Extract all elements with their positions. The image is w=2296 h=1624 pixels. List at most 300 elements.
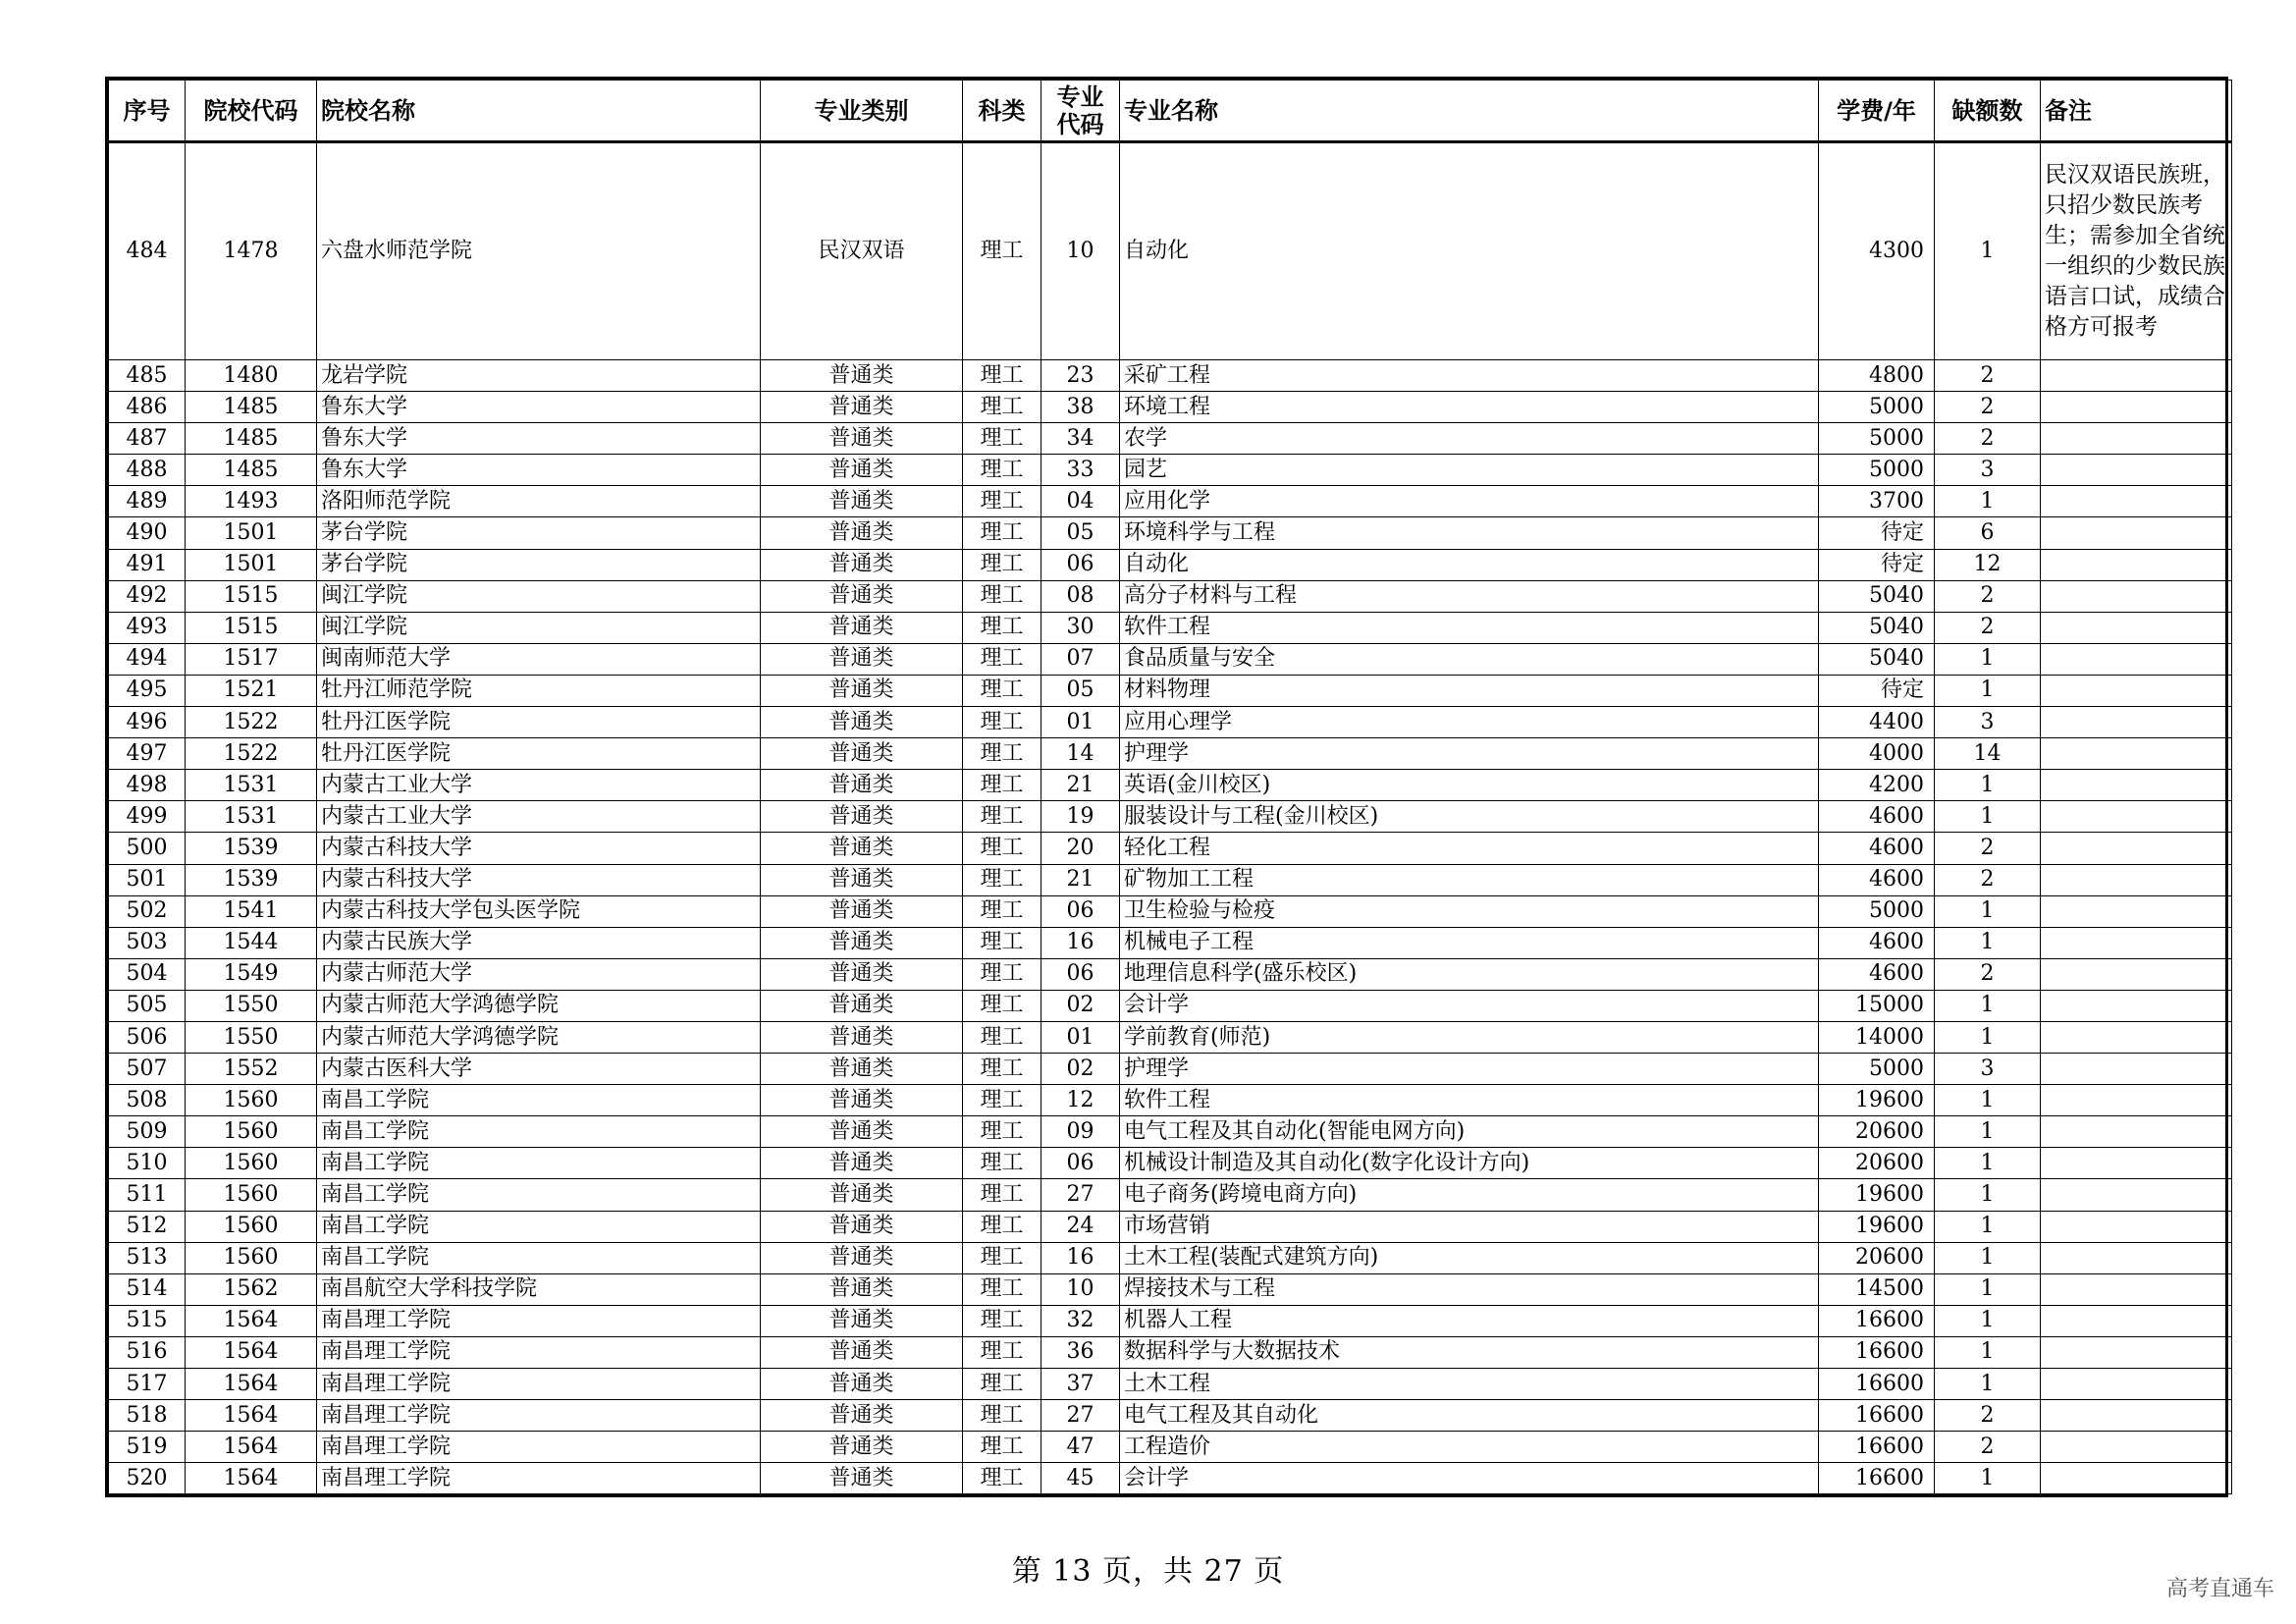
cell-tuition: 5000 [1819,1054,1935,1085]
cell-remark [2041,1054,2232,1085]
cell-seq: 515 [109,1305,186,1336]
cell-subject: 理工 [963,1242,1041,1273]
cell-major-type: 普通类 [761,486,963,517]
table-row [109,895,2232,927]
cell-school-name: 内蒙古工业大学 [317,770,761,801]
cell-seq: 492 [109,580,186,612]
cell-major-code: 32 [1041,1305,1120,1336]
cell-subject: 理工 [963,1336,1041,1368]
cell-remark [2041,1336,2232,1368]
cell-tuition: 5000 [1819,455,1935,486]
cell-remark [2041,1273,2232,1305]
cell-school-code: 1560 [186,1211,317,1242]
table-row [109,990,2232,1021]
cell-tuition: 14500 [1819,1273,1935,1305]
cell-school-code: 1564 [186,1369,317,1400]
cell-remark [2041,1242,2232,1273]
cell-subject: 理工 [963,517,1041,549]
cell-major-name: 食品质量与安全 [1120,643,1819,675]
table-row [109,142,2232,360]
cell-seq: 494 [109,643,186,675]
cell-school-name: 内蒙古师范大学 [317,958,761,990]
cell-seq: 511 [109,1179,186,1211]
cell-tuition: 16600 [1819,1432,1935,1463]
cell-major-type: 普通类 [761,958,963,990]
cell-remark [2041,1116,2232,1148]
cell-major-name: 护理学 [1120,1054,1819,1085]
cell-remark [2041,895,2232,927]
cell-school-code: 1549 [186,958,317,990]
cell-remark [2041,707,2232,738]
table-row [109,1400,2232,1432]
cell-major-name: 英语(金川校区) [1120,770,1819,801]
cell-vacancy: 2 [1935,1432,2041,1463]
cell-tuition: 19600 [1819,1179,1935,1211]
cell-seq: 500 [109,833,186,864]
cell-school-name: 南昌理工学院 [317,1400,761,1432]
cell-subject: 理工 [963,1179,1041,1211]
table-row [109,770,2232,801]
page-footer: 第 13 页，共 27 页 [1011,1554,1285,1589]
cell-major-type: 普通类 [761,455,963,486]
cell-major-type: 普通类 [761,1336,963,1368]
cell-seq: 504 [109,958,186,990]
table-row [109,549,2232,580]
cell-major-type: 普通类 [761,1242,963,1273]
cell-subject: 理工 [963,990,1041,1021]
cell-school-code: 1517 [186,643,317,675]
cell-subject: 理工 [963,392,1041,423]
table-row [109,1116,2232,1148]
cell-major-type: 普通类 [761,1179,963,1211]
cell-school-name: 南昌理工学院 [317,1463,761,1494]
table-row [109,707,2232,738]
cell-school-name: 南昌工学院 [317,1242,761,1273]
cell-major-name: 自动化 [1120,142,1819,360]
cell-school-code: 1531 [186,770,317,801]
cell-major-code: 27 [1041,1179,1120,1211]
cell-vacancy: 14 [1935,738,2041,770]
cell-major-code: 30 [1041,612,1120,643]
table-row [109,392,2232,423]
cell-subject: 理工 [963,455,1041,486]
cell-vacancy: 1 [1935,927,2041,958]
cell-major-code: 01 [1041,707,1120,738]
cell-major-name: 应用化学 [1120,486,1819,517]
cell-school-name: 鲁东大学 [317,455,761,486]
cell-subject: 理工 [963,580,1041,612]
cell-remark [2041,1463,2232,1494]
cell-vacancy: 1 [1935,1463,2041,1494]
cell-subject: 理工 [963,1273,1041,1305]
cell-school-name: 茅台学院 [317,517,761,549]
cell-major-name: 市场营销 [1120,1211,1819,1242]
table-row [109,801,2232,833]
cell-seq: 491 [109,549,186,580]
cell-major-type: 普通类 [761,1432,963,1463]
header-vacancy: 缺额数 [1935,81,2041,142]
cell-school-name: 南昌理工学院 [317,1336,761,1368]
cell-major-type: 普通类 [761,707,963,738]
cell-vacancy: 2 [1935,580,2041,612]
cell-major-code: 06 [1041,958,1120,990]
cell-major-name: 矿物加工工程 [1120,864,1819,895]
table-row [109,1336,2232,1368]
cell-major-code: 07 [1041,643,1120,675]
cell-school-code: 1539 [186,864,317,895]
cell-school-code: 1560 [186,1179,317,1211]
table-row [109,1021,2232,1053]
cell-remark [2041,1148,2232,1179]
cell-subject: 理工 [963,612,1041,643]
cell-seq: 498 [109,770,186,801]
cell-seq: 509 [109,1116,186,1148]
cell-major-name: 学前教育(师范) [1120,1021,1819,1053]
cell-major-code: 01 [1041,1021,1120,1053]
cell-vacancy: 1 [1935,801,2041,833]
cell-vacancy: 1 [1935,1148,2041,1179]
cell-school-name: 南昌理工学院 [317,1369,761,1400]
cell-major-name: 高分子材料与工程 [1120,580,1819,612]
cell-subject: 理工 [963,1369,1041,1400]
cell-vacancy: 12 [1935,549,2041,580]
cell-remark [2041,927,2232,958]
cell-subject: 理工 [963,675,1041,706]
cell-school-name: 内蒙古科技大学 [317,833,761,864]
cell-tuition: 16600 [1819,1369,1935,1400]
cell-major-code: 21 [1041,864,1120,895]
cell-school-code: 1539 [186,833,317,864]
cell-vacancy: 2 [1935,423,2041,455]
cell-tuition: 5040 [1819,643,1935,675]
cell-subject: 理工 [963,1085,1041,1116]
cell-remark [2041,549,2232,580]
cell-subject: 理工 [963,1432,1041,1463]
cell-subject: 理工 [963,1054,1041,1085]
cell-school-code: 1564 [186,1463,317,1494]
cell-seq: 518 [109,1400,186,1432]
table-row [109,486,2232,517]
cell-vacancy: 2 [1935,392,2041,423]
cell-remark [2041,1085,2232,1116]
cell-remark [2041,738,2232,770]
cell-vacancy: 1 [1935,895,2041,927]
cell-tuition: 20600 [1819,1242,1935,1273]
cell-major-code: 23 [1041,360,1120,392]
cell-major-code: 06 [1041,1148,1120,1179]
cell-vacancy: 1 [1935,990,2041,1021]
cell-seq: 520 [109,1463,186,1494]
cell-tuition: 5040 [1819,612,1935,643]
cell-tuition: 4600 [1819,958,1935,990]
cell-major-type: 民汉双语 [761,142,963,360]
cell-remark: 民汉双语民族班，只招少数民族考生；需参加全省统一组织的少数民族语言口试，成绩合格方可报考 [2041,142,2232,360]
cell-tuition: 4600 [1819,864,1935,895]
cell-school-name: 洛阳师范学院 [317,486,761,517]
cell-vacancy: 1 [1935,1305,2041,1336]
cell-tuition: 5000 [1819,423,1935,455]
cell-major-name: 电气工程及其自动化(智能电网方向) [1120,1116,1819,1148]
cell-major-code: 24 [1041,1211,1120,1242]
table-row [109,1432,2232,1463]
cell-subject: 理工 [963,1148,1041,1179]
cell-school-code: 1544 [186,927,317,958]
cell-school-code: 1480 [186,360,317,392]
cell-school-name: 牡丹江师范学院 [317,675,761,706]
cell-school-code: 1485 [186,455,317,486]
cell-subject: 理工 [963,1116,1041,1148]
cell-vacancy: 1 [1935,142,2041,360]
cell-major-code: 47 [1041,1432,1120,1463]
cell-tuition: 19600 [1819,1085,1935,1116]
cell-major-name: 服装设计与工程(金川校区) [1120,801,1819,833]
cell-vacancy: 1 [1935,1211,2041,1242]
cell-school-name: 内蒙古民族大学 [317,927,761,958]
cell-school-name: 内蒙古医科大学 [317,1054,761,1085]
table-row [109,643,2232,675]
cell-major-name: 软件工程 [1120,612,1819,643]
cell-school-code: 1560 [186,1085,317,1116]
cell-vacancy: 6 [1935,517,2041,549]
cell-vacancy: 1 [1935,1242,2041,1273]
table-row [109,612,2232,643]
cell-major-type: 普通类 [761,1116,963,1148]
table-row [109,1148,2232,1179]
cell-school-code: 1564 [186,1305,317,1336]
cell-remark [2041,1021,2232,1053]
cell-seq: 505 [109,990,186,1021]
cell-school-name: 茅台学院 [317,549,761,580]
cell-seq: 495 [109,675,186,706]
cell-seq: 490 [109,517,186,549]
cell-tuition: 待定 [1819,549,1935,580]
cell-subject: 理工 [963,927,1041,958]
cell-remark [2041,1400,2232,1432]
cell-major-code: 08 [1041,580,1120,612]
cell-tuition: 4200 [1819,770,1935,801]
cell-school-code: 1515 [186,580,317,612]
cell-major-code: 38 [1041,392,1120,423]
cell-remark [2041,580,2232,612]
cell-school-name: 龙岩学院 [317,360,761,392]
cell-seq: 517 [109,1369,186,1400]
cell-tuition: 待定 [1819,517,1935,549]
cell-major-type: 普通类 [761,1463,963,1494]
cell-subject: 理工 [963,643,1041,675]
cell-major-code: 19 [1041,801,1120,833]
cell-school-code: 1522 [186,738,317,770]
cell-major-type: 普通类 [761,675,963,706]
cell-remark [2041,990,2232,1021]
cell-major-type: 普通类 [761,1085,963,1116]
cell-remark [2041,643,2232,675]
cell-vacancy: 2 [1935,612,2041,643]
cell-school-code: 1564 [186,1432,317,1463]
cell-remark [2041,833,2232,864]
cell-tuition: 16600 [1819,1463,1935,1494]
cell-major-type: 普通类 [761,833,963,864]
cell-major-code: 21 [1041,770,1120,801]
cell-major-code: 16 [1041,1242,1120,1273]
cell-major-name: 土木工程 [1120,1369,1819,1400]
cell-major-name: 会计学 [1120,1463,1819,1494]
cell-tuition: 19600 [1819,1211,1935,1242]
table-row [109,927,2232,958]
cell-seq: 508 [109,1085,186,1116]
cell-seq: 487 [109,423,186,455]
cell-major-type: 普通类 [761,990,963,1021]
cell-school-code: 1515 [186,612,317,643]
cell-seq: 501 [109,864,186,895]
cell-major-code: 06 [1041,895,1120,927]
table-row [109,1369,2232,1400]
cell-major-name: 机械设计制造及其自动化(数字化设计方向) [1120,1148,1819,1179]
cell-vacancy: 1 [1935,770,2041,801]
table-row [109,833,2232,864]
cell-tuition: 5000 [1819,895,1935,927]
cell-major-type: 普通类 [761,801,963,833]
cell-major-name: 地理信息科学(盛乐校区) [1120,958,1819,990]
cell-major-name: 机械电子工程 [1120,927,1819,958]
cell-major-type: 普通类 [761,864,963,895]
table-row [109,455,2232,486]
cell-seq: 493 [109,612,186,643]
cell-subject: 理工 [963,864,1041,895]
cell-vacancy: 2 [1935,958,2041,990]
cell-tuition: 5000 [1819,392,1935,423]
cell-school-name: 南昌工学院 [317,1116,761,1148]
cell-major-type: 普通类 [761,770,963,801]
cell-major-name: 园艺 [1120,455,1819,486]
cell-major-code: 36 [1041,1336,1120,1368]
cell-remark [2041,770,2232,801]
header-major-type: 专业类别 [761,81,963,142]
cell-school-code: 1541 [186,895,317,927]
cell-major-type: 普通类 [761,612,963,643]
cell-major-code: 34 [1041,423,1120,455]
header-seq: 序号 [109,81,186,142]
cell-major-type: 普通类 [761,1054,963,1085]
cell-tuition: 5040 [1819,580,1935,612]
cell-seq: 516 [109,1336,186,1368]
cell-school-code: 1531 [186,801,317,833]
cell-seq: 506 [109,1021,186,1053]
header-remark: 备注 [2041,81,2232,142]
cell-school-code: 1562 [186,1273,317,1305]
cell-subject: 理工 [963,549,1041,580]
cell-vacancy: 1 [1935,486,2041,517]
table-row [109,864,2232,895]
table-row [109,517,2232,549]
cell-school-name: 南昌航空大学科技学院 [317,1273,761,1305]
cell-major-type: 普通类 [761,643,963,675]
cell-major-code: 10 [1041,1273,1120,1305]
table-header-row [109,81,2232,142]
cell-major-name: 农学 [1120,423,1819,455]
cell-tuition: 4000 [1819,738,1935,770]
cell-remark [2041,455,2232,486]
cell-seq: 488 [109,455,186,486]
cell-major-code: 09 [1041,1116,1120,1148]
cell-tuition: 4800 [1819,360,1935,392]
cell-school-name: 鲁东大学 [317,392,761,423]
cell-remark [2041,1432,2232,1463]
cell-major-code: 27 [1041,1400,1120,1432]
cell-school-name: 闽江学院 [317,580,761,612]
cell-vacancy: 1 [1935,1085,2041,1116]
cell-seq: 510 [109,1148,186,1179]
cell-subject: 理工 [963,707,1041,738]
cell-remark [2041,517,2232,549]
cell-major-name: 环境工程 [1120,392,1819,423]
cell-school-name: 南昌理工学院 [317,1305,761,1336]
cell-vacancy: 2 [1935,1400,2041,1432]
cell-school-name: 六盘水师范学院 [317,142,761,360]
cell-major-code: 05 [1041,675,1120,706]
cell-major-type: 普通类 [761,423,963,455]
cell-vacancy: 3 [1935,455,2041,486]
cell-school-name: 内蒙古科技大学包头医学院 [317,895,761,927]
cell-school-code: 1485 [186,392,317,423]
cell-major-type: 普通类 [761,1148,963,1179]
table-row [109,1179,2232,1211]
cell-major-code: 33 [1041,455,1120,486]
cell-major-type: 普通类 [761,517,963,549]
cell-vacancy: 2 [1935,360,2041,392]
cell-major-type: 普通类 [761,895,963,927]
cell-seq: 499 [109,801,186,833]
cell-major-type: 普通类 [761,549,963,580]
cell-subject: 理工 [963,801,1041,833]
cell-major-name: 软件工程 [1120,1085,1819,1116]
header-tuition: 学费/年 [1819,81,1935,142]
cell-vacancy: 1 [1935,1021,2041,1053]
cell-vacancy: 1 [1935,1369,2041,1400]
cell-school-name: 南昌工学院 [317,1211,761,1242]
cell-major-name: 自动化 [1120,549,1819,580]
table-row [109,958,2232,990]
cell-subject: 理工 [963,833,1041,864]
cell-tuition: 4600 [1819,801,1935,833]
cell-school-name: 内蒙古工业大学 [317,801,761,833]
cell-remark [2041,801,2232,833]
cell-major-type: 普通类 [761,1211,963,1242]
cell-seq: 502 [109,895,186,927]
cell-major-type: 普通类 [761,580,963,612]
cell-tuition: 15000 [1819,990,1935,1021]
cell-major-name: 电气工程及其自动化 [1120,1400,1819,1432]
cell-tuition: 16600 [1819,1336,1935,1368]
cell-tuition: 4600 [1819,927,1935,958]
table-row [109,1242,2232,1273]
cell-major-code: 02 [1041,1054,1120,1085]
cell-school-code: 1560 [186,1116,317,1148]
cell-seq: 489 [109,486,186,517]
cell-major-type: 普通类 [761,738,963,770]
cell-seq: 503 [109,927,186,958]
cell-tuition: 20600 [1819,1116,1935,1148]
cell-vacancy: 3 [1935,1054,2041,1085]
cell-remark [2041,1211,2232,1242]
cell-major-code: 16 [1041,927,1120,958]
cell-seq: 519 [109,1432,186,1463]
cell-tuition: 16600 [1819,1400,1935,1432]
cell-tuition: 4300 [1819,142,1935,360]
table-row [109,580,2232,612]
cell-vacancy: 1 [1935,1273,2041,1305]
cell-school-name: 南昌工学院 [317,1179,761,1211]
cell-tuition: 4600 [1819,833,1935,864]
